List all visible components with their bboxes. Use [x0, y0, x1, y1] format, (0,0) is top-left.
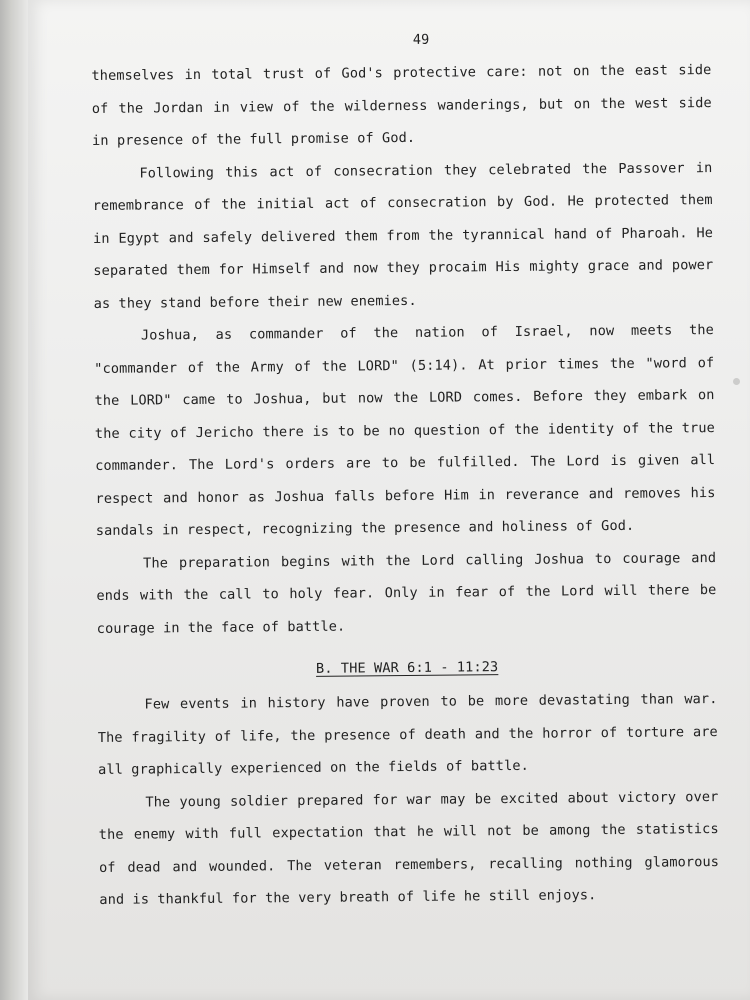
document-text-block [91, 22, 720, 916]
page-number: 49 [412, 31, 430, 48]
section-heading-text: B. THE WAR 6:1 - 11:23 [315, 659, 499, 677]
paragraph-young-soldier: The young soldier prepared for war may be excited about victory over the enemy with full expectation that he will not be among the statistics of dead and wounded. The veteran remembers, recalling nothing glamorous and is thankful for the very breath of life he still enjoys. [98, 788, 720, 908]
paragraph-preparation: The preparation begins with the Lord calling Joshua to courage and ends with the call to holy fear. Only in fear of the Lord will there be courage in the face of battle. [96, 549, 717, 637]
paragraph-passover: Following this act of consecration they celebrated the Passover in remembrance of the initial act of consecration by God. He protected them in Egypt and safely delivered them from the tyrannical hand of Pharoah. He separated them for Himself and now they procaim His mighty grace and power as they stand before their new enemies. [92, 159, 714, 312]
section-heading-the-war [97, 649, 717, 687]
paper-mark [733, 378, 740, 385]
paragraph-continuation: themselves in total trust of God's protective care: not on the east side of the Jordan in view of the wilderness wanderings, but on the west side in presence of the full promise of God. [91, 62, 712, 149]
paragraph-joshua-commander: Joshua, as commander of the nation of Israel, now meets the "commander of the Army of the LORD" (5:14). At prior times the "word of the LORD" came to Joshua, but now the LORD comes. Before they embark on the city of Jericho there is to be no question of the identity of the true commander. The Lord's orders are to be fulfilled. The Lord is given all respect and honor as Joshua falls before Him in reverance and removes his sandals in respect, recognizing the presence and holiness of God. [94, 322, 716, 539]
paragraph-war-devastation: Few events in history have proven to be more devastating than war. The fragility of life, the presence of death and the horror of torture are all graphically experienced on the fields of battle. [97, 691, 718, 778]
